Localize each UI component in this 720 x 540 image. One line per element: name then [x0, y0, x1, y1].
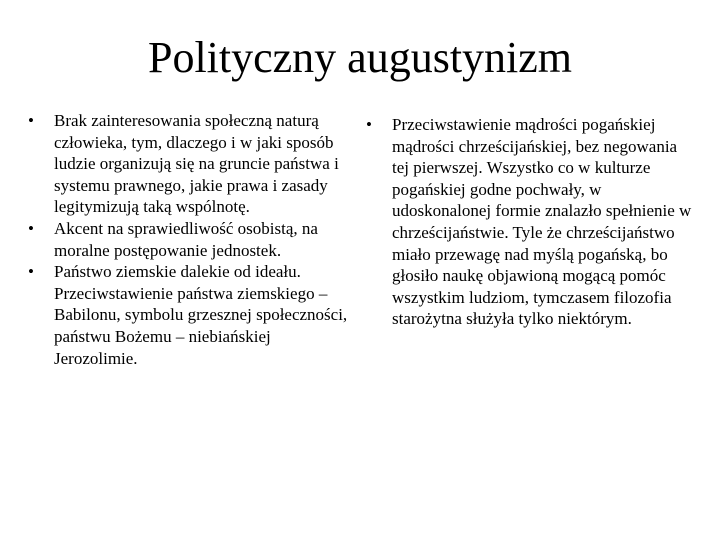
slide-title: Polityczny augustynizm [147, 33, 573, 82]
left-bullet-list [28, 110, 358, 369]
right-bullet-item: • Przeciwstawienie mądrości pogańskiej mądrości chrześcijańskiej, bez negowania tej pierwszej. Wszystko co w kulturze pogańskiej godne pochwały, w udoskonalonej formie znalazło spełnienie w chrześcijaństwie. Tyle że chrześcijaństwo miało przewagę nad myślą pogańską, bo głosiło naukę objawioną mogącą pomóc wszystkim ludziom, tymczasem filozofia starożytna służyła tylko niektórym. [366, 114, 696, 330]
right-bullet-list [366, 114, 696, 330]
left-bullet-item: • Brak zainteresowania społeczną naturą człowieka, tym, dlaczego i w jaki sposób ludzie organizują się na gruncie państwa i systemu prawnego, jakie prawa i zasady legitymizują taką wspólnotę. [28, 110, 358, 218]
left-bullet-item: • Państwo ziemskie dalekie od ideału. Przeciwstawienie państwa ziemskiego – Babilonu, symbolu grzesznej społeczności, państwu Bożemu – niebiańskiej Jerozolimie. [28, 261, 358, 369]
left-bullet-item: • Akcent na sprawiedliwość osobistą, na moralne postępowanie jednostek. [28, 218, 358, 261]
